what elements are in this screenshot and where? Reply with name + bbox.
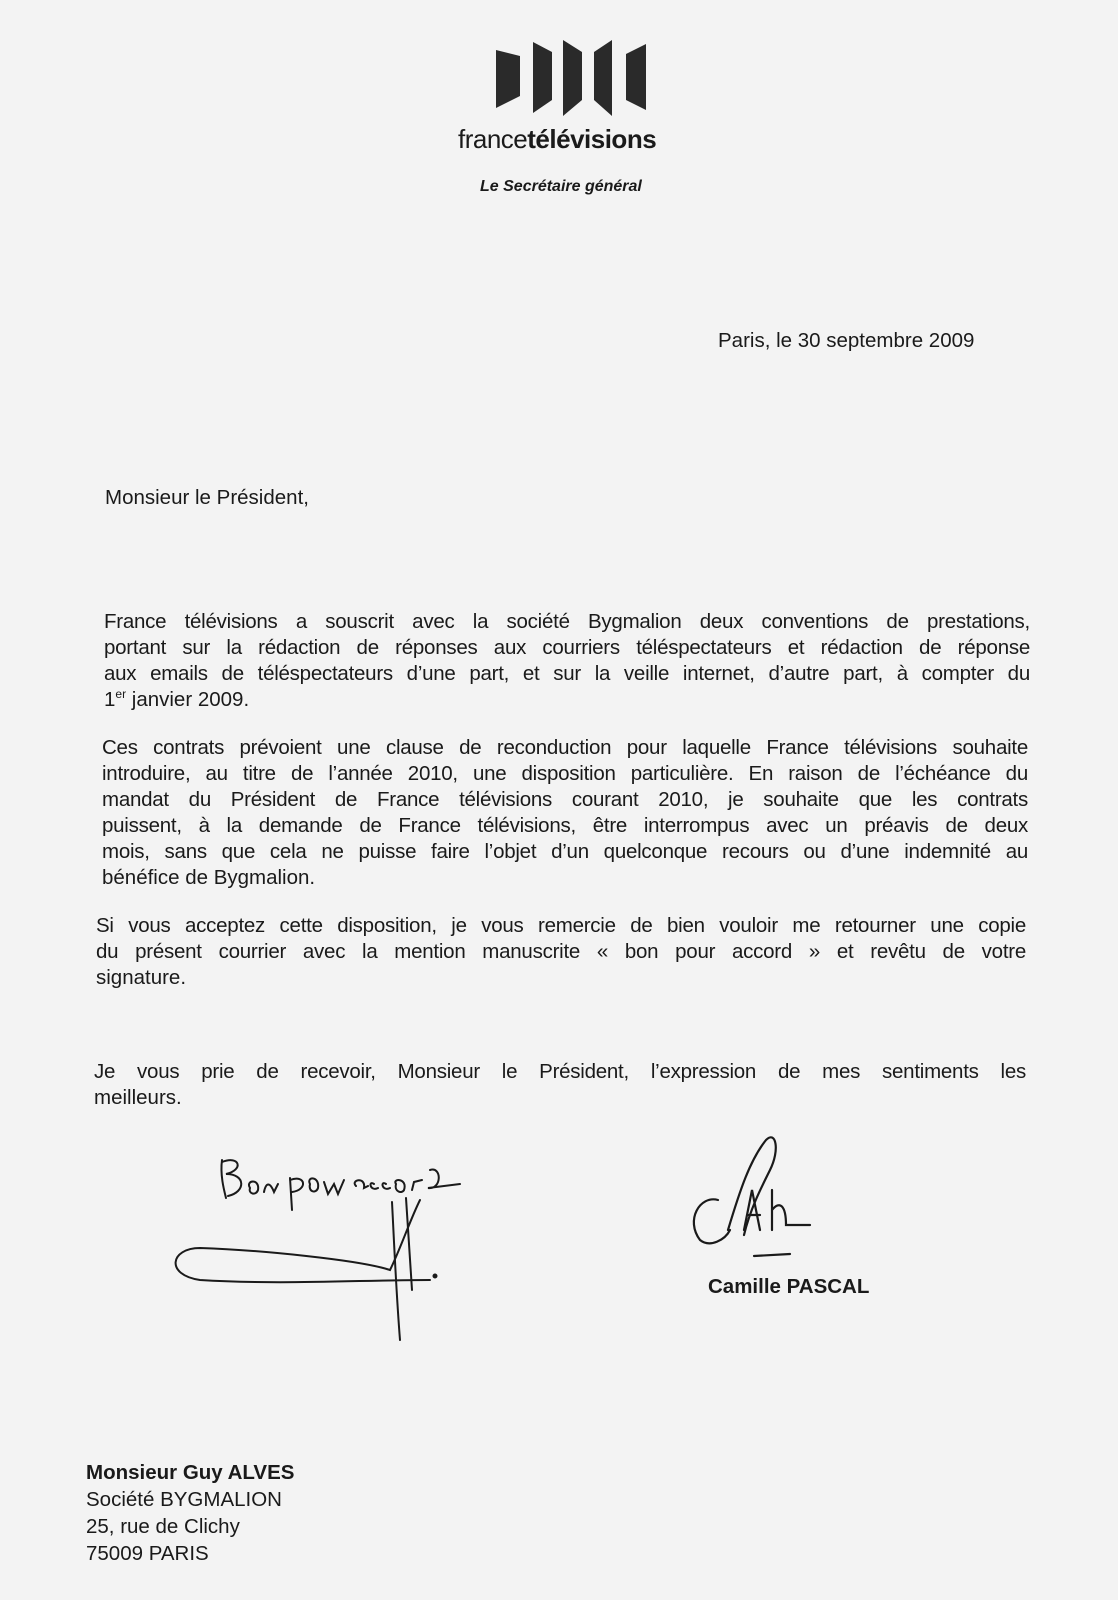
- ordinal-suffix: er: [115, 687, 127, 702]
- paragraph2-line: mois, sans que cela ne puisse faire l’objet d’un quelconque recours ou d’une indemnité au: [102, 840, 1028, 863]
- date-rest: janvier 2009.: [126, 688, 250, 711]
- paragraph2-line: introduire, au titre de l’année 2010, une disposition particulière. En raison de l’échéance du: [102, 762, 1028, 785]
- paragraph2-last-line: bénéfice de Bygmalion.: [102, 866, 316, 889]
- salutation: Monsieur le Président,: [105, 486, 309, 509]
- signatory-name: Camille PASCAL: [708, 1275, 870, 1298]
- paragraph2-line: puissent, à la demande de France télévisions, être interrompus avec un préavis de deux: [102, 814, 1028, 837]
- paragraph1-line: aux emails de téléspectateurs d’une part, et sur la veille internet, d’autre part, à compter du: [104, 662, 1030, 685]
- brand-light: france: [458, 124, 528, 154]
- recipient-name: Monsieur Guy ALVES: [86, 1461, 295, 1484]
- recipient-company: Société BYGMALION: [86, 1488, 282, 1511]
- camille-pascal-signature: [680, 1130, 860, 1270]
- paragraph1-last-line: [104, 687, 249, 713]
- closing-line: Je vous prie de recevoir, Monsieur le Président, l’expression de mes sentiments les: [94, 1060, 1026, 1083]
- paragraph2-line: mandat du Président de France télévisions courant 2010, je souhaite que les contrats: [102, 788, 1028, 811]
- paragraph2-line: Ces contrats prévoient une clause de reconduction pour laquelle France télévisions souhaite: [102, 736, 1028, 759]
- closing-last-line: meilleurs.: [94, 1086, 182, 1109]
- recipient-city: 75009 PARIS: [86, 1542, 209, 1565]
- day-number: 1: [104, 688, 116, 711]
- paragraph3-line: Si vous acceptez cette disposition, je vous remercie de bien vouloir me retourner une copie: [96, 914, 1026, 937]
- paragraph3-line: du présent courrier avec la mention manuscrite « bon pour accord » et revêtu de votre: [96, 940, 1026, 963]
- brand-name: [458, 124, 656, 155]
- paragraph1-line: portant sur la rédaction de réponses aux courriers téléspectateurs et rédaction de réponse: [104, 636, 1030, 659]
- brand-bold: télévisions: [527, 124, 657, 154]
- sender-title: Le Secrétaire général: [480, 178, 642, 195]
- paragraph1-line: France télévisions a souscrit avec la société Bygmalion deux conventions de prestations,: [104, 610, 1030, 633]
- france-televisions-logo: [490, 38, 660, 118]
- paragraph3-last-line: signature.: [96, 966, 187, 989]
- recipient-street: 25, rue de Clichy: [86, 1515, 240, 1538]
- bon-pour-accord-signature: [160, 1140, 490, 1350]
- letter-date: Paris, le 30 septembre 2009: [718, 329, 975, 352]
